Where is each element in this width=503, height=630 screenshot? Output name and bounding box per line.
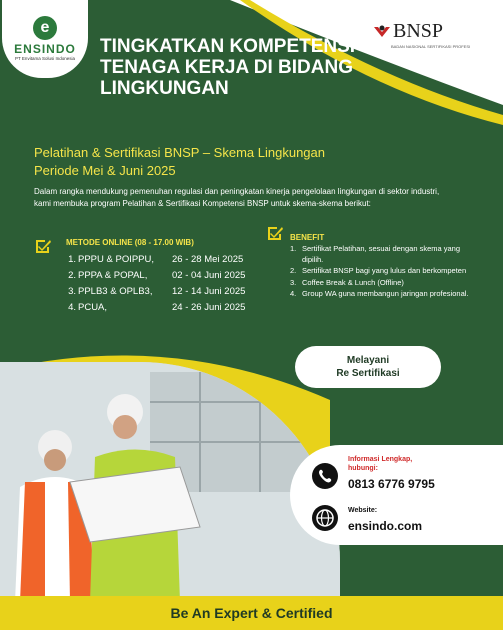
footer-tagline: Be An Expert & Certified bbox=[0, 596, 503, 630]
scheme-date: 12 - 14 Juni 2025 bbox=[172, 286, 246, 297]
list-item bbox=[64, 284, 245, 300]
benefit-text: Group WA guna membangun jaringan profesional. bbox=[302, 289, 469, 298]
scheme-date: 02 - 04 Juni 2025 bbox=[172, 270, 246, 281]
logo-name: ENSINDO bbox=[14, 42, 76, 56]
website-label: Website: bbox=[348, 507, 378, 514]
logo-company: PT Envitama Solusi Indonesia bbox=[15, 56, 75, 61]
check-badge-icon bbox=[266, 225, 284, 241]
benefit-text: Sertifikat BNSP bagi yang lulus dan berkompeten bbox=[302, 266, 467, 275]
list-item bbox=[64, 300, 245, 316]
headline: TINGKATKAN KOMPETENSI TENAGA KERJA DI BIDANG LINGKUNGAN bbox=[100, 36, 356, 99]
pill-line-1: Melayani bbox=[346, 355, 390, 366]
item-number: 3. bbox=[68, 286, 76, 297]
list-item bbox=[290, 266, 480, 277]
item-number: 2. bbox=[68, 270, 76, 281]
list-item bbox=[290, 289, 480, 300]
list-item bbox=[64, 268, 245, 284]
list-item bbox=[64, 252, 245, 268]
benefit-title: BENEFIT bbox=[290, 233, 325, 242]
intro-paragraph: Dalam rangka mendukung pemenuhan regulasi dan peningkatan kinerja pengelolaan lingkungan di sektor industri, kami membuka program Pelatihan & Sertifikasi Kompetensi BNSP untuk skema-skema berikut: bbox=[34, 187, 440, 208]
method-list bbox=[64, 252, 245, 316]
check-badge-icon bbox=[34, 238, 52, 254]
subtitle-line-2: Periode Mei & Juni 2025 bbox=[34, 163, 176, 178]
subtitle-line-1: Pelatihan & Sertifikasi BNSP – Skema Lingkungan bbox=[34, 145, 325, 160]
benefit-list bbox=[290, 244, 480, 301]
contact-card bbox=[290, 445, 503, 545]
scheme-name: PPLB3 & OPLB3, bbox=[78, 286, 153, 297]
scheme-name: PPPU & POIPPU, bbox=[78, 254, 155, 265]
bnsp-logo bbox=[373, 20, 481, 49]
info-label-line-1: Informasi Lengkap, bbox=[348, 456, 413, 463]
subtitle bbox=[34, 144, 454, 180]
scheme-name: PPPA & POPAL, bbox=[78, 270, 148, 281]
info-label-line-2: hubungi: bbox=[348, 465, 378, 472]
scheme-name: PCUA, bbox=[78, 302, 108, 313]
benefit-text: Coffee Break & Lunch (Offline) bbox=[302, 277, 404, 287]
list-item bbox=[290, 244, 480, 265]
scheme-date: 24 - 26 Juni 2025 bbox=[172, 302, 246, 313]
ensindo-logo bbox=[2, 0, 88, 78]
item-number: 3. bbox=[290, 277, 297, 287]
item-number: 1. bbox=[290, 244, 297, 253]
info-label bbox=[348, 455, 412, 473]
scheme-date: 26 - 28 Mei 2025 bbox=[172, 254, 244, 265]
item-number: 4. bbox=[290, 289, 297, 298]
phone-icon bbox=[312, 463, 338, 489]
bnsp-emblem-icon bbox=[373, 24, 391, 40]
pill-line-2: Re Sertifikasi bbox=[336, 368, 400, 379]
item-number: 1. bbox=[68, 254, 76, 265]
phone-number[interactable]: 0813 6776 9795 bbox=[348, 477, 435, 491]
item-number: 4. bbox=[68, 302, 76, 313]
item-number: 2. bbox=[290, 266, 297, 275]
method-title: METODE ONLINE (08 - 17.00 WIB) bbox=[66, 238, 194, 247]
globe-icon bbox=[312, 505, 338, 531]
ensindo-mark: e bbox=[33, 16, 57, 40]
website-link[interactable]: ensindo.com bbox=[348, 519, 423, 533]
bnsp-subtitle: BADAN NASIONAL SERTIFIKASI PROFESI bbox=[391, 44, 471, 49]
benefit-text: Sertifikat Pelatihan, sesuai dengan skema yang dipilih. bbox=[302, 244, 461, 264]
bnsp-name: BNSP bbox=[393, 20, 444, 42]
list-item bbox=[290, 278, 480, 289]
